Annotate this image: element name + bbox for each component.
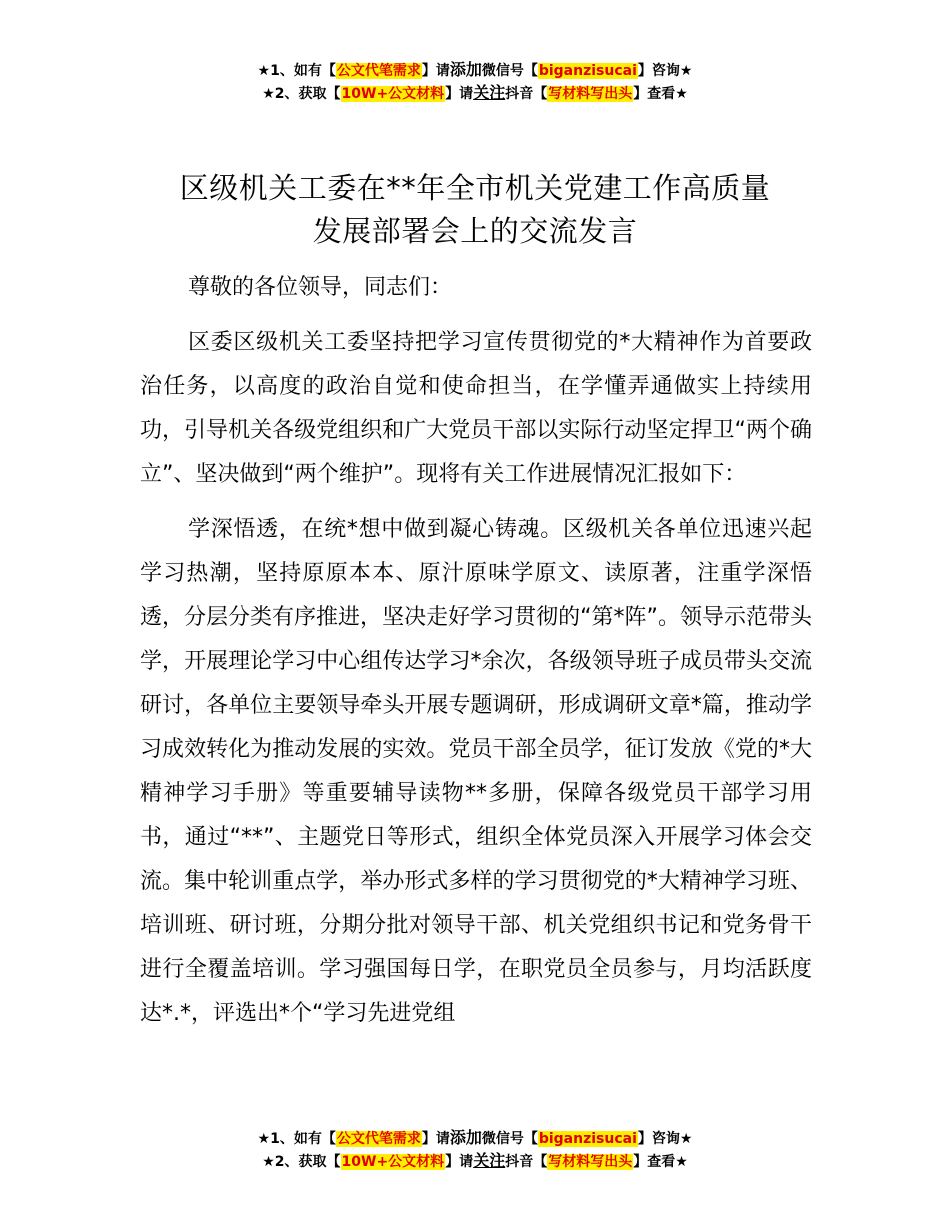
promo-banner-bottom (0, 1127, 950, 1173)
promo-highlight-douyin-id: 写材料写出头 (548, 1154, 633, 1170)
promo-line-1 (0, 1127, 950, 1150)
promo-emphasis-add: 添加 (449, 60, 482, 79)
promo-highlight-materials: 10W+公文材料 (341, 86, 445, 102)
promo-text: ★1、如有【 (257, 63, 336, 79)
document-body (140, 266, 812, 1047)
promo-line-1 (0, 59, 950, 82)
promo-text: ★2、获取【 (262, 86, 341, 102)
promo-emphasis-follow: 关注 (473, 83, 506, 102)
promo-line-2 (0, 82, 950, 105)
promo-text: 微信号【 (481, 1131, 538, 1147)
greeting: 尊敬的各位领导，同志们： (188, 275, 453, 300)
promo-highlight-wechat-id: biganzisucai (538, 1131, 637, 1147)
title-line-1: 区级机关工委在**年全市机关党建工作高质量 (179, 171, 771, 205)
promo-highlight-service: 公文代笔需求 (336, 63, 421, 79)
body-paragraph: 学深悟透，在统*想中做到凝心铸魂。区级机关各单位迅速兴起学习热潮，坚持原原本本、原汁原味学原文、读原著，注重学深悟透，分层分类有序推进，坚决走好学习贯彻的“第*阵”。领导示范带头学，开展理论学习中心组传达学习*余次，各级领导班子成员带头交流研讨，各单位主要领导牵头开展专题调研，形成调研文章*篇，推动学习成效转化为推动发展的实效。党员干部全员学，征订发放《党的*大精神学习手册》等重要辅导读物**多册，保障各级党员干部学习用书，通过“**”、主题党日等形式，组织全体党员深入开展学习体会交流。集中轮训重点学，举办形式多样的学习贯彻党的*大精神学习班、培训班、研讨班，分期分批对领导干部、机关党组织书记和党务骨干进行全覆盖培训。学习强国每日学，在职党员全员参与，月均活跃度达*.*，评选出*个“学习先进党组 (140, 517, 812, 1026)
body-paragraph: 区委区级机关工委坚持把学习宣传贯彻党的*大精神作为首要政治任务，以高度的政治自觉和使命担当，在学懂弄通做实上持续用功，引导机关各级党组织和广大党员干部以实际行动坚定捍卫“两个确立”、坚决做到“两个维护”。现将有关工作进展情况汇报如下： (140, 330, 812, 487)
promo-text: 】咨询★ (637, 1131, 693, 1147)
promo-highlight-wechat-id: biganzisucai (538, 63, 637, 79)
promo-text: 】请 (445, 1154, 474, 1170)
promo-text: 】查看★ (633, 1154, 688, 1170)
promo-text: 】请 (421, 1131, 450, 1147)
promo-text: 】请 (445, 86, 474, 102)
promo-text: ★1、如有【 (257, 1131, 336, 1147)
document-title (0, 167, 950, 253)
promo-text: 】咨询★ (637, 63, 693, 79)
promo-emphasis-add: 添加 (449, 1128, 482, 1147)
promo-text: 抖音【 (505, 1154, 548, 1170)
title-line-2: 发展部署会上的交流发言 (312, 214, 638, 248)
promo-text: 微信号【 (481, 63, 538, 79)
promo-emphasis-follow: 关注 (473, 1151, 506, 1170)
promo-highlight-service: 公文代笔需求 (336, 1131, 421, 1147)
promo-highlight-materials: 10W+公文材料 (341, 1154, 445, 1170)
promo-text: 抖音【 (505, 86, 548, 102)
promo-line-2 (0, 1150, 950, 1173)
promo-text: ★2、获取【 (262, 1154, 341, 1170)
promo-text: 】查看★ (633, 86, 688, 102)
promo-text: 】请 (421, 63, 450, 79)
promo-banner-top (0, 59, 950, 105)
promo-highlight-douyin-id: 写材料写出头 (548, 86, 633, 102)
